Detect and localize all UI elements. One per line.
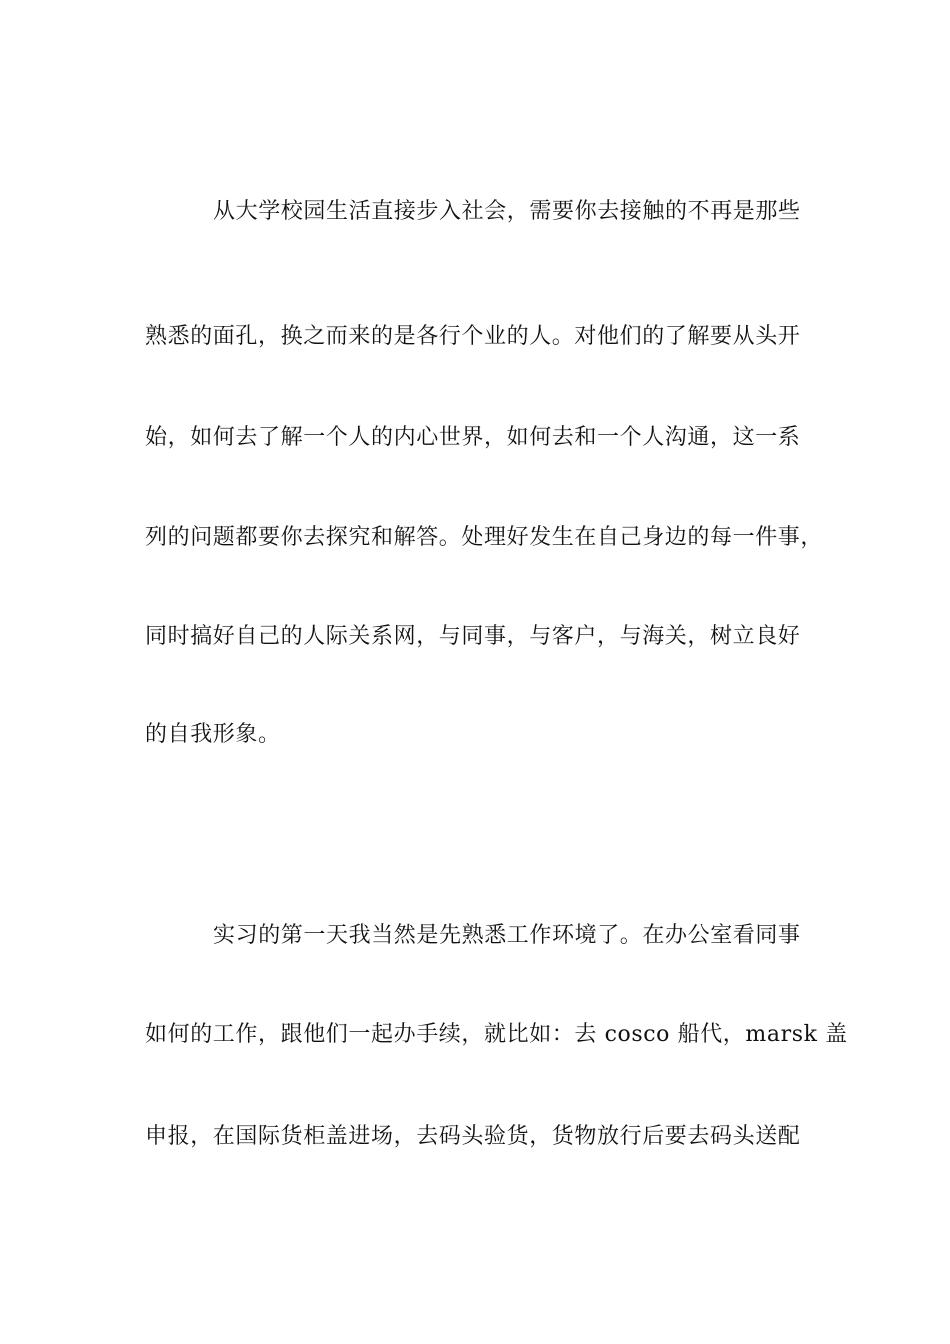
paragraph-line: 的自我形象。: [145, 722, 281, 747]
paragraph-line: 从大学校园生活直接步入社会，需要你去接触的不再是那些: [213, 199, 801, 224]
paragraph-line: 实习的第一天我当然是先熟悉工作环境了。在办公室看同事: [213, 923, 801, 948]
paragraph-line: 如何的工作，跟他们一起办手续，就比如：去 cosco 船代，marsk 盖: [145, 1022, 848, 1047]
paragraph-line: 同时搞好自己的人际关系网，与同事，与客户，与海关，树立良好: [145, 624, 801, 649]
paragraph-line: 列的问题都要你去探究和解答。处理好发生在自己身边的每一件事，: [145, 525, 824, 550]
paragraph-line: 申报，在国际货柜盖进场，去码头验货，货物放行后要去码头送配: [145, 1124, 801, 1149]
paragraph-line: 熟悉的面孔，换之而来的是各行个业的人。对他们的了解要从头开: [145, 324, 801, 349]
paragraph-line: 始，如何去了解一个人的内心世界，如何去和一个人沟通，这一系: [145, 425, 801, 450]
